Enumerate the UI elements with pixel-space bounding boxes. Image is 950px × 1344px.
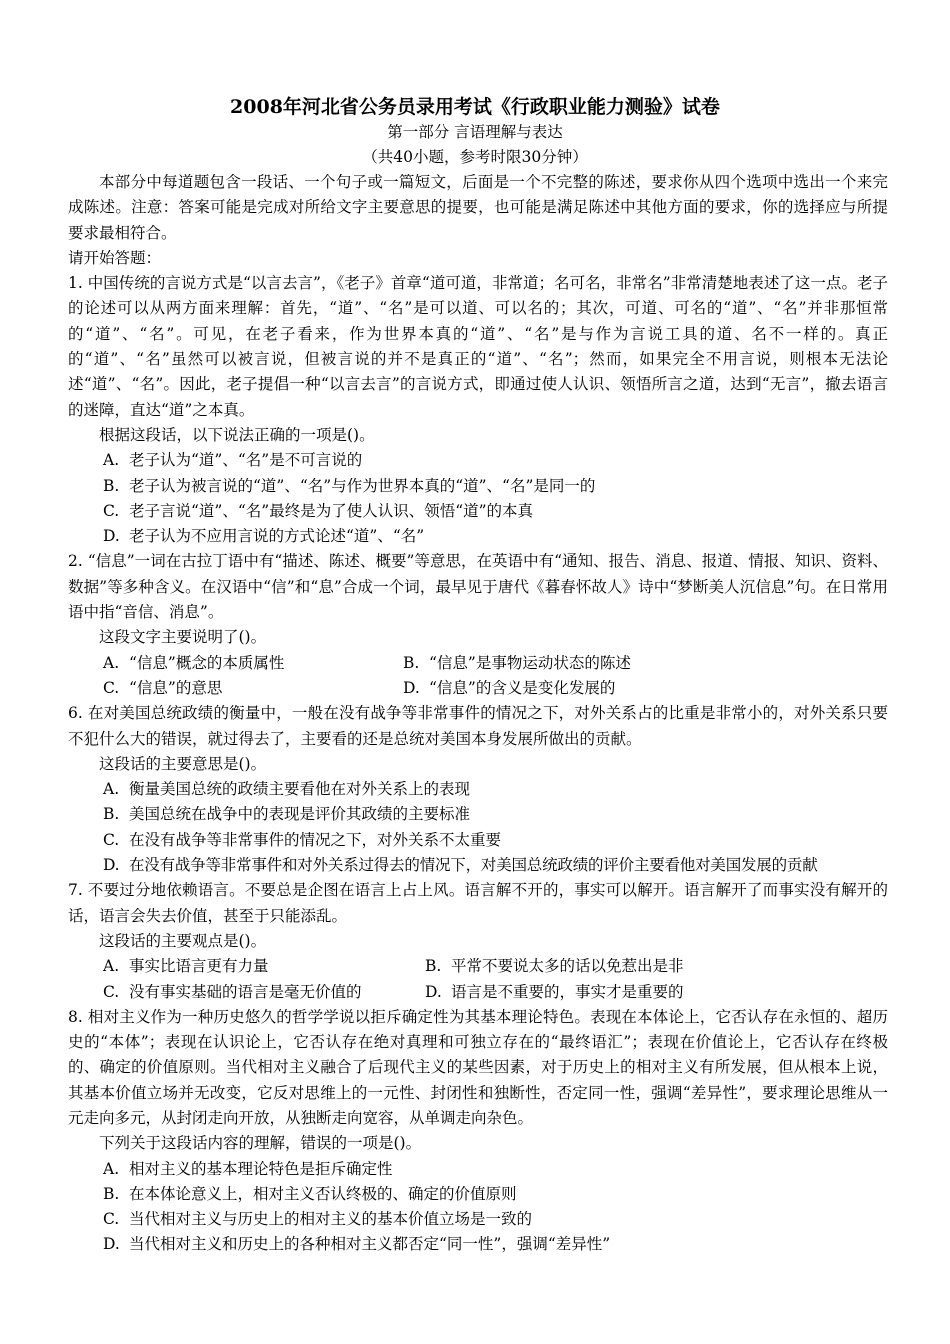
question-stem: 2. “信息”一词在古拉丁语中有“描述、陈述、概要”等意思，在英语中有“通知、报告、消息、报道、情报、知识、资料、数据”等多种含义。在汉语中“信”和“息”合成一个词，最早见于唐代《暮春怀故人》诗中“梦断美人沉信息”句。在日常用语中指“音信、消息”。 (68, 552, 888, 622)
option-row (68, 651, 888, 676)
option-d: D. 语言是不重要的，事实才是重要的 (425, 982, 684, 1001)
option-a: A. “信息”概念的本质属性 (103, 653, 285, 672)
option-c: C. 在没有战争等非常事件的情况之下，对外关系不太重要 (103, 830, 502, 849)
question-2 (68, 549, 888, 701)
option-d: D. “信息”的含义是变化发展的 (403, 678, 616, 697)
option-row (68, 980, 888, 1005)
exam-body (68, 170, 888, 1258)
option-d: D. 在没有战争等非常事件和对外关系过得去的情况下，对美国总统政绩的评价主要看他对美国发展的贡献 (103, 856, 818, 875)
option-c: C. 当代相对主义与历史上的相对主义的基本价值立场是一致的 (103, 1210, 533, 1229)
option-b: B. “信息”是事物运动状态的陈述 (403, 653, 631, 672)
time-note: （共40小题，参考时限30分钟） (362, 148, 588, 166)
option-c: C. 老子言说“道”、“名”最终是为了使人认识、领悟“道”的本真 (103, 501, 534, 520)
question-stem: 7. 不要过分地依赖语言。不要总是企图在语言上占上风。语言解不开的，事实可以解开。语言解开了而事实没有解开的话，语言会失去价值，甚至于只能添乱。 (68, 881, 888, 925)
question-stem: 8. 相对主义作为一种历史悠久的哲学学说以拒斥确定性为其基本理论特色。表现在本体论上，它否认存在永恒的、超历史的“本体”；表现在认识论上，它否认存在绝对真理和可独立存在的“最终语汇”；表现在价值论上，它否认存在终极的、确定的价值原则。当代相对主义融合了后现代主义的某些因素，对于历史上的相对主义有所发展，但从根本上说，其基本价值立场并无改变，它反对思维上的一元性、封闭性和独断性，否定同一性，强调“差异性”，要求理论思维从一元走向多元，从封闭走向开放，从独断走向宽容，从单调走向杂色。 (68, 1007, 888, 1127)
option-b: B. 美国总统在战争中的表现是评价其政绩的主要标准 (103, 805, 471, 824)
section-heading: 第一部分 言语理解与表达 (387, 123, 563, 141)
question-1 (68, 271, 888, 549)
question-8 (68, 1005, 888, 1258)
option-c: C. “信息”的意思 (103, 678, 223, 697)
question-prompt: 这段话的主要观点是()。 (99, 931, 267, 950)
question-6 (68, 701, 888, 878)
question-prompt: 下列关于这段话内容的理解，错误的一项是()。 (99, 1134, 422, 1153)
question-prompt: 这段话的主要意思是()。 (99, 754, 267, 773)
start-label: 请开始答题： (68, 248, 162, 267)
question-stem: 6. 在对美国总统政绩的衡量中，一般在没有战争等非常事件的情况之下，对外关系占的比重是非常小的，对外关系只要不犯什么大的错误，就过得去了，主要看的还是总统对美国本身发展所做出的贡献。 (68, 704, 888, 748)
option-a: A. 老子认为“道”、“名”是不可言说的 (103, 451, 363, 470)
option-d: D. 当代相对主义和历史上的各种相对主义都否定“同一性”，强调“差异性” (103, 1235, 611, 1254)
option-b: B. 老子认为被言说的“道”、“名”与作为世界本真的“道”、“名”是同一的 (103, 476, 596, 495)
option-row (68, 676, 888, 701)
option-a: A. 事实比语言更有力量 (103, 957, 269, 976)
option-c: C. 没有事实基础的语言是毫无价值的 (103, 982, 362, 1001)
option-b: B. 在本体论意义上，相对主义否认终极的、确定的价值原则 (103, 1184, 517, 1203)
question-stem: 1. 中国传统的言说方式是“以言去言”，《老子》首章“道可道，非常道；名可名，非常名”非常清楚地表述了这一点。老子的论述可以从两方面来理解：首先，“道”、“名”是可以道、可以名的；其次，可道、可名的“道”、“名”并非那恒常的“道”、“名”。可见，在老子看来，作为世界本真的“道”、“名”是与作为言说工具的道、名不一样的。真正的“道”、“名”虽然可以被言说，但被言说的并不是真正的“道”、“名”；然而，如果完全不用言说，则根本无法论述“道”、“名”。因此，老子提倡一种“以言去言”的言说方式，即通过使人认识、领悟所言之道，达到“无言”，撤去语言的迷障，直达“道”之本真。 (68, 274, 888, 419)
option-row (68, 954, 888, 979)
option-a: A. 相对主义的基本理论特色是拒斥确定性 (103, 1159, 393, 1178)
instructions: 本部分中每道题包含一段话、一个句子或一篇短文，后面是一个不完整的陈述，要求你从四个选项中选出一个来完成陈述。注意：答案可能是完成对所给文字主要意思的提要，也可能是满足陈述中其他方面的要求，你的选择应与所提要求最相符合。 (68, 173, 888, 242)
option-a: A. 衡量美国总统的政绩主要看他在对外关系上的表现 (103, 780, 471, 799)
option-d: D. 老子认为不应用言说的方式论述“道”、“名” (103, 527, 425, 546)
question-prompt: 根据这段话，以下说法正确的一项是()。 (99, 425, 375, 444)
option-b: B. 平常不要说太多的话以免惹出是非 (425, 957, 684, 976)
question-7 (68, 878, 888, 1004)
exam-title: 2008年河北省公务员录用考试《行政职业能力测验》试卷 (230, 96, 720, 118)
question-prompt: 这段文字主要说明了()。 (99, 628, 267, 647)
